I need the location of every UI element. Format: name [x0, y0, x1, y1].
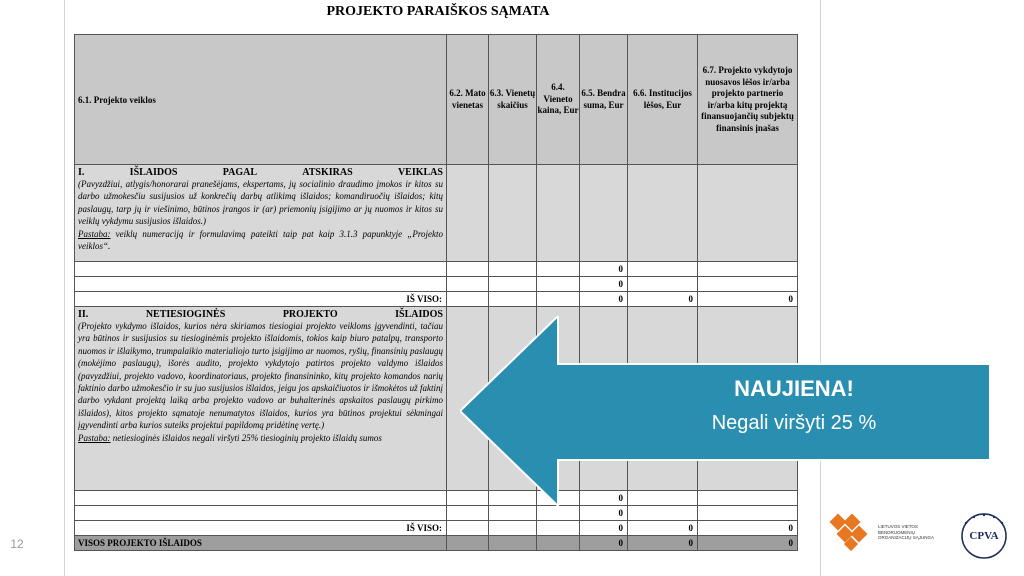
header-quantity: 6.3. Vienetų skaičius: [489, 35, 537, 165]
cell[interactable]: [698, 277, 798, 292]
cell[interactable]: [75, 277, 447, 292]
section2-total-row: [75, 521, 798, 536]
sum-cell[interactable]: 0: [580, 277, 628, 292]
cell[interactable]: [537, 277, 580, 292]
cell[interactable]: [537, 262, 580, 277]
cell[interactable]: [537, 292, 580, 307]
sum-cell[interactable]: 0: [580, 506, 628, 521]
sum-cell[interactable]: 0: [580, 262, 628, 277]
cell[interactable]: [75, 491, 447, 506]
header-institution-funds: 6.6. Institucijos lėšos, Eur: [628, 35, 698, 165]
section1-title: I. IŠLAIDOS PAGAL ATSKIRAS VEIKLAS: [78, 167, 443, 178]
cell[interactable]: [580, 165, 628, 262]
cell[interactable]: [75, 506, 447, 521]
cell[interactable]: [698, 506, 798, 521]
slide-number: 12: [10, 537, 24, 551]
section1-row: [75, 165, 798, 262]
section1-total-own[interactable]: 0: [698, 292, 798, 307]
section1-item-row: [75, 262, 798, 277]
cell[interactable]: [489, 165, 537, 262]
header-total-sum: 6.5. Bendra suma, Eur: [580, 35, 628, 165]
cell[interactable]: [447, 277, 489, 292]
grand-total-label: VISOS PROJEKTO IŠLAIDOS: [75, 536, 447, 551]
grand-total-row: [75, 536, 798, 551]
grid-line: [64, 0, 65, 576]
cell[interactable]: [628, 277, 698, 292]
cell[interactable]: [628, 165, 698, 262]
cell[interactable]: [628, 506, 698, 521]
lvbos-logo-text: LIETUVOS VIETOS BENDRUOMENIŲ ORGANIZACIJŲ SĄJUNGA: [878, 524, 935, 540]
section2-description: (Projekto vykdymo išlaidos, kurios nėra skiriamos tiesiogiai projekto veikloms įgyvendinti, tačiau yra būtinos ir susijusios su tiesioginėmis projekto išlaidomis, tokios kaip biuro patalpų, transporto nuomos ir išlaikymo, trumpalaikio materialiojo turto įsigijimo ar nuomos, ryšių, finansinių paslaugų (mokėjimo paslaugų), išorės audito, projekto vykdytojo patirtos projekto valdymo išlaidos (pavyzdžiui, projekto vadovo, koordinatoriaus, projekto finansininko, kitų projekto komandos narių faktinio darbo užmokesčio ir su juo susijusios išlaidos, jeigu jos apskaičiuotos ir išmokėtos už faktinį darbo vykdant projektą laiką arba projekto vadovo ar buhalterinės apskaitos paslaugų pirkimo išlaidos), kitos projekto sąmatoje nenumatytos išlaidos, kurios yra būtinos projektui sėkmingai įgyvendinti arba kurios suteiks projektui papildomą pridėtinę vertę.) Pastaba: netiesioginės išlaidos negali viršyti 25% tiesioginių projekto išlaidų sumos: [78, 321, 443, 443]
callout-subtitle: Negali viršyti 25 %: [711, 412, 877, 434]
section2-title: II. NETIESIOGINĖS PROJEKTO IŠLAIDOS: [78, 309, 443, 320]
grand-total-sum[interactable]: 0: [580, 536, 628, 551]
header-unit: 6.2. Mato vienetas: [447, 35, 489, 165]
cell[interactable]: [537, 536, 580, 551]
section1-total-sum[interactable]: 0: [580, 292, 628, 307]
section1-total-label: IŠ VISO:: [75, 292, 447, 307]
cell[interactable]: [447, 536, 489, 551]
cpva-logo-text: CPVA: [969, 530, 999, 542]
sum-cell[interactable]: 0: [580, 491, 628, 506]
cell[interactable]: [447, 521, 489, 536]
callout-box: [598, 364, 990, 460]
cell[interactable]: [489, 536, 537, 551]
section1-item-row: [75, 277, 798, 292]
cell[interactable]: [75, 262, 447, 277]
section2-total-own[interactable]: 0: [698, 521, 798, 536]
cell[interactable]: [447, 506, 489, 521]
header-own-funds: 6.7. Projekto vykdytojo nuosavos lėšos ir/arba projekto partnerio ir/arba kitų projektą finansuojančių subjektų finansinis įnašas: [698, 35, 798, 165]
cell[interactable]: [628, 262, 698, 277]
section1-cell[interactable]: [75, 165, 447, 262]
cell[interactable]: [447, 262, 489, 277]
cell[interactable]: [698, 165, 798, 262]
cell[interactable]: [447, 292, 489, 307]
cell[interactable]: [537, 506, 580, 521]
header-unit-price: 6.4. Vieneto kaina, Eur: [537, 35, 580, 165]
callout-title: NAUJIENA!: [734, 376, 854, 401]
cell[interactable]: [537, 165, 580, 262]
header-row: [75, 35, 798, 165]
section1-description: (Pavyzdžiui, atlygis/honorarai pranešėjams, ekspertams, jų socialinio draudimo įmokos ir kitos su darbo užmokesčiu susijusios už konkrečių darbų atlikimą išlaidos; komandiruočių išlaidos; kitų paslaugų, tarp jų ir viešinimo, būtinos įrangos ir (ar) priemonių įsigijimo ar jų nuomos ir kitos su veiklų vykdymu susijusios išlaidos.) Pastaba: veiklų numeraciją ir formulavimą pateikti taip pat kaip 3.1.3 papunktyje „Projekto veiklos“.: [78, 179, 443, 252]
grand-total-own[interactable]: 0: [698, 536, 798, 551]
section2-cell[interactable]: [75, 307, 447, 491]
section1-total-institution[interactable]: 0: [628, 292, 698, 307]
section2-total-sum[interactable]: 0: [580, 521, 628, 536]
cell[interactable]: [447, 165, 489, 262]
cell[interactable]: [698, 262, 798, 277]
header-activities: 6.1. Projekto veiklos: [75, 35, 447, 165]
section1-total-row: [75, 292, 798, 307]
cell[interactable]: [489, 292, 537, 307]
cell[interactable]: [489, 277, 537, 292]
section2-total-institution[interactable]: 0: [628, 521, 698, 536]
section2-total-label: IŠ VISO:: [75, 521, 447, 536]
cell[interactable]: [489, 506, 537, 521]
cell[interactable]: [537, 521, 580, 536]
cell[interactable]: [489, 521, 537, 536]
cell[interactable]: [489, 262, 537, 277]
sheet-title: PROJEKTO PARAIŠKOS SĄMATA: [326, 4, 550, 19]
section2-item-row: [75, 506, 798, 521]
grand-total-institution[interactable]: 0: [628, 536, 698, 551]
